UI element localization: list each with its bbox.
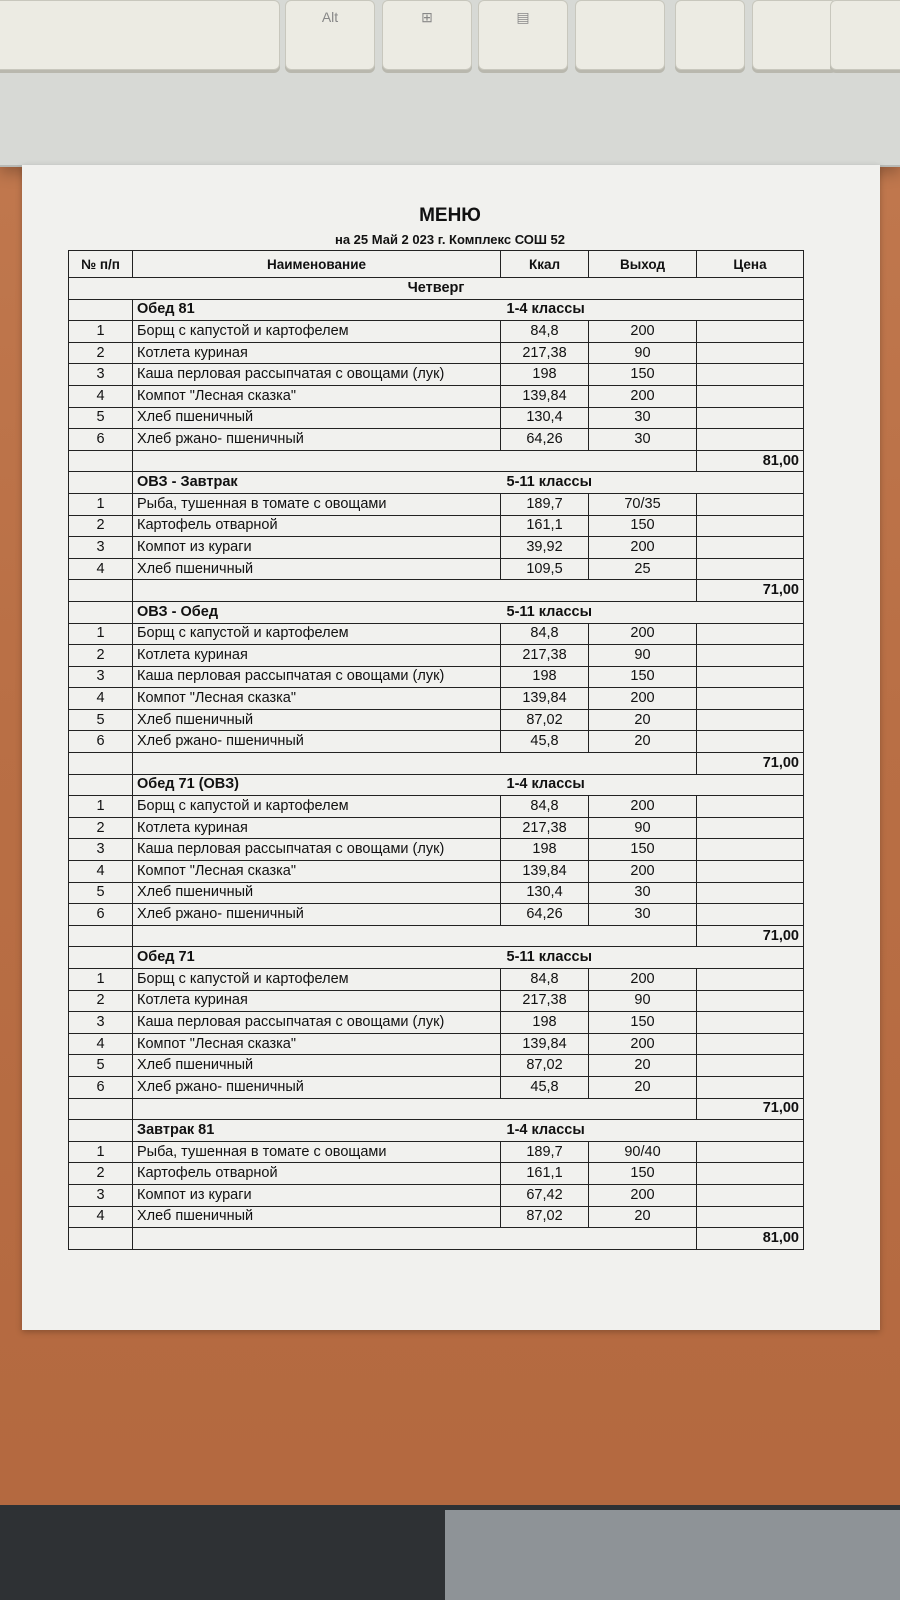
table-row xyxy=(69,861,804,883)
item-output: 200 xyxy=(589,1184,697,1206)
item-name: Котлета куриная xyxy=(133,990,501,1012)
item-kcal: 139,84 xyxy=(501,1033,589,1055)
section-price: 71,00 xyxy=(697,753,804,775)
item-price-empty xyxy=(697,904,804,926)
item-number: 1 xyxy=(69,623,133,645)
item-number: 6 xyxy=(69,904,133,926)
item-name: Борщ с капустой и картофелем xyxy=(133,796,501,818)
item-kcal: 198 xyxy=(501,839,589,861)
item-name: Компот "Лесная сказка" xyxy=(133,1033,501,1055)
item-name: Компот из кураги xyxy=(133,1184,501,1206)
item-number: 4 xyxy=(69,558,133,580)
item-price-empty xyxy=(697,321,804,343)
item-output: 200 xyxy=(589,623,697,645)
header-name: Наименование xyxy=(133,251,501,278)
item-number: 3 xyxy=(69,364,133,386)
table-row xyxy=(69,385,804,407)
section-num-empty xyxy=(69,472,133,494)
section-price: 71,00 xyxy=(697,1098,804,1120)
item-name: Компот "Лесная сказка" xyxy=(133,688,501,710)
item-name: Компот "Лесная сказка" xyxy=(133,861,501,883)
item-output: 200 xyxy=(589,861,697,883)
table-row xyxy=(69,1076,804,1098)
price-row-empty xyxy=(133,580,697,602)
item-name: Хлеб пшеничный xyxy=(133,882,501,904)
keyboard-key xyxy=(575,0,665,70)
item-output: 90/40 xyxy=(589,1141,697,1163)
item-output: 150 xyxy=(589,1012,697,1034)
item-number: 4 xyxy=(69,1033,133,1055)
item-number: 2 xyxy=(69,645,133,667)
item-number: 2 xyxy=(69,990,133,1012)
table-row xyxy=(69,990,804,1012)
item-name: Котлета куриная xyxy=(133,817,501,839)
item-price-empty xyxy=(697,537,804,559)
table-row xyxy=(69,493,804,515)
item-number: 1 xyxy=(69,321,133,343)
item-kcal: 64,26 xyxy=(501,904,589,926)
item-output: 200 xyxy=(589,796,697,818)
table-row xyxy=(69,515,804,537)
item-output: 200 xyxy=(589,321,697,343)
item-output: 90 xyxy=(589,645,697,667)
section-classes: 1-4 классы xyxy=(501,299,804,321)
item-output: 30 xyxy=(589,882,697,904)
item-price-empty xyxy=(697,796,804,818)
keyboard-key: ⊞ xyxy=(382,0,472,70)
table-row xyxy=(69,537,804,559)
item-name: Хлеб ржано- пшеничный xyxy=(133,904,501,926)
item-kcal: 139,84 xyxy=(501,861,589,883)
item-price-empty xyxy=(697,882,804,904)
item-output: 70/35 xyxy=(589,493,697,515)
header-kcal: Ккал xyxy=(501,251,589,278)
section-title: ОВЗ - Завтрак xyxy=(133,472,501,494)
item-number: 4 xyxy=(69,688,133,710)
item-price-empty xyxy=(697,1012,804,1034)
item-output: 20 xyxy=(589,1076,697,1098)
item-kcal: 189,7 xyxy=(501,493,589,515)
section-title: Обед 81 xyxy=(133,299,501,321)
item-output: 150 xyxy=(589,1163,697,1185)
item-kcal: 87,02 xyxy=(501,1206,589,1228)
section-price: 71,00 xyxy=(697,580,804,602)
price-row-empty xyxy=(69,580,133,602)
item-price-empty xyxy=(697,1033,804,1055)
item-price-empty xyxy=(697,558,804,580)
section-price: 71,00 xyxy=(697,925,804,947)
item-number: 2 xyxy=(69,817,133,839)
table-row xyxy=(69,429,804,451)
item-name: Борщ с капустой и картофелем xyxy=(133,321,501,343)
item-number: 3 xyxy=(69,1184,133,1206)
table-row xyxy=(69,796,804,818)
item-output: 150 xyxy=(589,839,697,861)
keyboard-key xyxy=(0,0,280,70)
table-row xyxy=(69,1055,804,1077)
table-row xyxy=(69,1184,804,1206)
item-name: Каша перловая рассыпчатая с овощами (лук) xyxy=(133,1012,501,1034)
price-row-empty xyxy=(133,450,697,472)
item-output: 90 xyxy=(589,342,697,364)
item-name: Борщ с капустой и картофелем xyxy=(133,969,501,991)
item-price-empty xyxy=(697,1076,804,1098)
item-output: 200 xyxy=(589,537,697,559)
item-output: 30 xyxy=(589,429,697,451)
item-number: 1 xyxy=(69,969,133,991)
section-num-empty xyxy=(69,774,133,796)
item-price-empty xyxy=(697,1163,804,1185)
table-row xyxy=(69,817,804,839)
item-price-empty xyxy=(697,407,804,429)
price-row-empty xyxy=(69,450,133,472)
table-row xyxy=(69,407,804,429)
item-kcal: 198 xyxy=(501,364,589,386)
section-num-empty xyxy=(69,947,133,969)
item-kcal: 217,38 xyxy=(501,817,589,839)
item-name: Котлета куриная xyxy=(133,342,501,364)
section-classes: 1-4 классы xyxy=(501,1120,804,1142)
section-price-row xyxy=(69,1098,804,1120)
item-output: 20 xyxy=(589,731,697,753)
item-price-empty xyxy=(697,688,804,710)
price-row-empty xyxy=(69,925,133,947)
item-price-empty xyxy=(697,385,804,407)
keyboard-key xyxy=(830,0,900,70)
item-price-empty xyxy=(697,364,804,386)
keyboard-key xyxy=(752,0,837,70)
table-row xyxy=(69,904,804,926)
price-row-empty xyxy=(133,925,697,947)
item-output: 200 xyxy=(589,969,697,991)
table-row xyxy=(69,666,804,688)
section-header-row xyxy=(69,774,804,796)
item-number: 1 xyxy=(69,493,133,515)
item-output: 25 xyxy=(589,558,697,580)
item-price-empty xyxy=(697,1206,804,1228)
section-header-row xyxy=(69,299,804,321)
section-price-row xyxy=(69,450,804,472)
item-number: 6 xyxy=(69,1076,133,1098)
table-row xyxy=(69,364,804,386)
item-name: Хлеб пшеничный xyxy=(133,407,501,429)
item-price-empty xyxy=(697,645,804,667)
day-label: Четверг xyxy=(69,278,804,300)
item-number: 1 xyxy=(69,796,133,818)
table-row xyxy=(69,969,804,991)
item-number: 4 xyxy=(69,1206,133,1228)
table-row xyxy=(69,882,804,904)
item-price-empty xyxy=(697,342,804,364)
section-title: Обед 71 (ОВЗ) xyxy=(133,774,501,796)
item-output: 30 xyxy=(589,904,697,926)
item-name: Хлеб пшеничный xyxy=(133,709,501,731)
section-price: 81,00 xyxy=(697,450,804,472)
item-number: 4 xyxy=(69,861,133,883)
table-row xyxy=(69,1206,804,1228)
item-kcal: 84,8 xyxy=(501,796,589,818)
item-kcal: 64,26 xyxy=(501,429,589,451)
item-price-empty xyxy=(697,839,804,861)
table-header-row xyxy=(69,251,804,278)
item-kcal: 217,38 xyxy=(501,645,589,667)
item-kcal: 84,8 xyxy=(501,623,589,645)
price-row-empty xyxy=(133,753,697,775)
table-row xyxy=(69,342,804,364)
item-kcal: 161,1 xyxy=(501,1163,589,1185)
section-header-row xyxy=(69,1120,804,1142)
section-price-row xyxy=(69,580,804,602)
item-number: 5 xyxy=(69,882,133,904)
item-kcal: 198 xyxy=(501,666,589,688)
item-name: Борщ с капустой и картофелем xyxy=(133,623,501,645)
price-row-empty xyxy=(69,1228,133,1250)
item-price-empty xyxy=(697,666,804,688)
item-name: Хлеб ржано- пшеничный xyxy=(133,429,501,451)
section-classes: 5-11 классы xyxy=(501,601,804,623)
item-number: 6 xyxy=(69,731,133,753)
item-price-empty xyxy=(697,1184,804,1206)
menu-table xyxy=(68,250,804,1250)
item-kcal: 130,4 xyxy=(501,882,589,904)
table-row xyxy=(69,623,804,645)
item-number: 5 xyxy=(69,1055,133,1077)
section-price-row xyxy=(69,1228,804,1250)
item-price-empty xyxy=(697,709,804,731)
table-row xyxy=(69,688,804,710)
section-header-row xyxy=(69,947,804,969)
item-number: 3 xyxy=(69,839,133,861)
menu-subtitle: на 25 Май 2 023 г. Комплекс СОШ 52 xyxy=(334,232,566,247)
keyboard-key-row xyxy=(0,0,900,78)
item-output: 200 xyxy=(589,385,697,407)
price-row-empty xyxy=(69,1098,133,1120)
section-price: 81,00 xyxy=(697,1228,804,1250)
section-title: Обед 71 xyxy=(133,947,501,969)
section-title: ОВЗ - Обед xyxy=(133,601,501,623)
item-number: 3 xyxy=(69,537,133,559)
table-row xyxy=(69,1012,804,1034)
item-number: 2 xyxy=(69,342,133,364)
item-name: Картофель отварной xyxy=(133,1163,501,1185)
item-price-empty xyxy=(697,861,804,883)
chair-fabric xyxy=(445,1510,900,1600)
section-classes: 1-4 классы xyxy=(501,774,804,796)
table-row xyxy=(69,558,804,580)
item-output: 20 xyxy=(589,709,697,731)
section-title: Завтрак 81 xyxy=(133,1120,501,1142)
item-name: Каша перловая рассыпчатая с овощами (лук) xyxy=(133,839,501,861)
item-kcal: 67,42 xyxy=(501,1184,589,1206)
keyboard-key: Alt xyxy=(285,0,375,70)
item-output: 200 xyxy=(589,1033,697,1055)
item-kcal: 84,8 xyxy=(501,969,589,991)
item-kcal: 87,02 xyxy=(501,709,589,731)
keyboard-key xyxy=(675,0,745,70)
item-name: Хлеб пшеничный xyxy=(133,558,501,580)
section-header-row xyxy=(69,472,804,494)
item-output: 20 xyxy=(589,1206,697,1228)
header-price: Цена xyxy=(697,251,804,278)
item-kcal: 130,4 xyxy=(501,407,589,429)
item-output: 90 xyxy=(589,817,697,839)
item-name: Компот "Лесная сказка" xyxy=(133,385,501,407)
item-kcal: 139,84 xyxy=(501,385,589,407)
menu-title: МЕНЮ xyxy=(419,205,481,226)
item-name: Рыба, тушенная в томате с овощами xyxy=(133,493,501,515)
item-name: Компот из кураги xyxy=(133,537,501,559)
price-row-empty xyxy=(133,1228,697,1250)
item-kcal: 217,38 xyxy=(501,342,589,364)
item-price-empty xyxy=(697,990,804,1012)
item-number: 5 xyxy=(69,407,133,429)
menu-table-body xyxy=(69,278,804,1250)
item-name: Картофель отварной xyxy=(133,515,501,537)
section-header-row xyxy=(69,601,804,623)
item-output: 150 xyxy=(589,515,697,537)
item-number: 2 xyxy=(69,515,133,537)
item-kcal: 84,8 xyxy=(501,321,589,343)
table-row xyxy=(69,839,804,861)
item-name: Хлеб пшеничный xyxy=(133,1055,501,1077)
item-price-empty xyxy=(697,1141,804,1163)
item-name: Каша перловая рассыпчатая с овощами (лук) xyxy=(133,666,501,688)
item-price-empty xyxy=(697,817,804,839)
item-output: 150 xyxy=(589,364,697,386)
item-number: 4 xyxy=(69,385,133,407)
item-price-empty xyxy=(697,731,804,753)
item-name: Котлета куриная xyxy=(133,645,501,667)
item-kcal: 109,5 xyxy=(501,558,589,580)
day-row xyxy=(69,278,804,300)
item-price-empty xyxy=(697,515,804,537)
section-classes: 5-11 классы xyxy=(501,472,804,494)
item-price-empty xyxy=(697,1055,804,1077)
table-row xyxy=(69,1141,804,1163)
table-row xyxy=(69,1163,804,1185)
item-number: 6 xyxy=(69,429,133,451)
section-num-empty xyxy=(69,1120,133,1142)
item-name: Каша перловая рассыпчатая с овощами (лук) xyxy=(133,364,501,386)
item-price-empty xyxy=(697,493,804,515)
item-kcal: 139,84 xyxy=(501,688,589,710)
header-num: № п/п xyxy=(69,251,133,278)
keyboard xyxy=(0,0,900,167)
item-price-empty xyxy=(697,429,804,451)
item-price-empty xyxy=(697,969,804,991)
item-number: 3 xyxy=(69,1012,133,1034)
header-out: Выход xyxy=(589,251,697,278)
item-number: 5 xyxy=(69,709,133,731)
item-output: 90 xyxy=(589,990,697,1012)
item-kcal: 198 xyxy=(501,1012,589,1034)
table-row xyxy=(69,731,804,753)
item-number: 2 xyxy=(69,1163,133,1185)
item-kcal: 45,8 xyxy=(501,731,589,753)
price-row-empty xyxy=(69,753,133,775)
price-row-empty xyxy=(133,1098,697,1120)
table-row xyxy=(69,709,804,731)
item-output: 150 xyxy=(589,666,697,688)
item-name: Хлеб пшеничный xyxy=(133,1206,501,1228)
section-num-empty xyxy=(69,299,133,321)
item-number: 1 xyxy=(69,1141,133,1163)
section-price-row xyxy=(69,753,804,775)
item-kcal: 161,1 xyxy=(501,515,589,537)
item-kcal: 39,92 xyxy=(501,537,589,559)
item-output: 30 xyxy=(589,407,697,429)
section-price-row xyxy=(69,925,804,947)
item-name: Хлеб ржано- пшеничный xyxy=(133,1076,501,1098)
item-kcal: 189,7 xyxy=(501,1141,589,1163)
section-num-empty xyxy=(69,601,133,623)
table-row xyxy=(69,321,804,343)
item-kcal: 87,02 xyxy=(501,1055,589,1077)
item-name: Хлеб ржано- пшеничный xyxy=(133,731,501,753)
item-number: 3 xyxy=(69,666,133,688)
item-price-empty xyxy=(697,623,804,645)
item-output: 200 xyxy=(589,688,697,710)
table-row xyxy=(69,645,804,667)
item-kcal: 45,8 xyxy=(501,1076,589,1098)
item-kcal: 217,38 xyxy=(501,990,589,1012)
section-classes: 5-11 классы xyxy=(501,947,804,969)
item-name: Рыба, тушенная в томате с овощами xyxy=(133,1141,501,1163)
table-row xyxy=(69,1033,804,1055)
item-output: 20 xyxy=(589,1055,697,1077)
keyboard-key: ▤ xyxy=(478,0,568,70)
